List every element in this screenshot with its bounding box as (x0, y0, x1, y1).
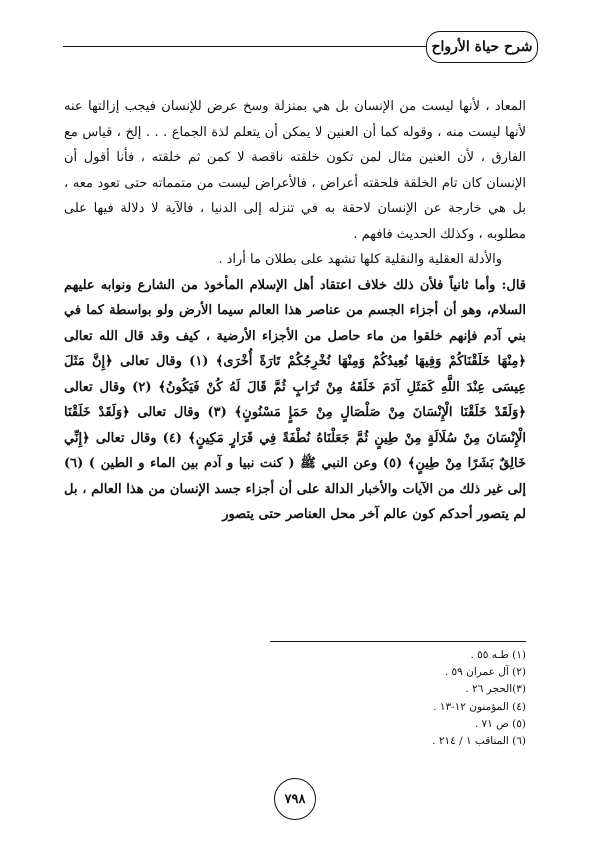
footnote-4: (٤) المؤمنون ١٢-١٣ . (433, 700, 526, 713)
footnotes (286, 647, 526, 750)
note-4: (٤) وقال تعالى (95, 430, 182, 446)
footnote-rule (270, 641, 526, 642)
page-number-text: ٧٩٨ (284, 791, 306, 807)
verse-2: ﴿إِنَّ مَثَلَ عِيسَى عِنْدَ اللَّهِ كَمَثَلِ آدَمَ خَلَقَهُ مِنْ تُرَابٍ ثُمَّ قَالَ لَهُ كُنْ فَيَكُونُ﴾ (64, 354, 527, 395)
closing-text: (٥) وعن النبي ﷺ ( كنت نبيا و آدم بين الماء و الطين ) (٦) إلى غير ذلك من الآيات والأخبار الدالة على أن أجزاء جسد الإنسان من هذا العالم ، بل لم يتصور أحدكم كون عالم آخر محل العناصر حتى يتصور (64, 456, 526, 522)
footnote-3: (٣)الحجر ٢٦ . (465, 683, 526, 696)
footnote-2: (٢) آل عمران ٥٩ . (444, 666, 526, 679)
page-number (274, 778, 316, 820)
paragraph-2: والأدلة العقلية والنقلية كلها تشهد على بطلان ما أراد . (218, 252, 502, 267)
paragraph-1: المعاد ، لأنها ليست من الإنسان بل هي بمنزلة وسخ عرض للإنسان فيجب إزالتها عنه لأنها ليست منه ، وقوله كما أن العنين لا يمكن أن يتعلم لذة الجماع . . . إلخ ، قياس مع الفارق ، لأن العنين مثال لمن تكون خلقته ناقصة لا كمن ثم خلقته ، فأنا أقول أن الإنسان كان تام الخلقة فلحقته أعراض ، فالأعراض ليست من متمماته حتى تعود معه ، بل هي خارجة عن الإنسان لاحقة به في تنزله إلى الدنيا ، فالآية لا دلالة فيها على مطلوبه ، وكذلك الحديث فافهم . (64, 99, 526, 242)
verse-1: ﴿مِنْهَا خَلَقْنَاكُمْ وَفِيهَا نُعِيدُكُمْ وَمِنْهَا نُخْرِجُكُمْ تَارَةً أُخْرَى﴾ (215, 354, 527, 369)
main-text (64, 94, 526, 528)
footnote-5: (٥) ص ٧١ . (474, 717, 526, 730)
paragraph-3 (64, 273, 526, 528)
note-1: (١) وقال تعالى (120, 354, 209, 369)
verse-3: ﴿وَلَقَدْ خَلَقْنَا الْإِنْسَانَ مِنْ صَلْصَالٍ مِنْ حَمَإٍ مَسْنُونٍ﴾ (234, 405, 527, 420)
note-2: (٢) وقال تعالى (64, 379, 152, 395)
quote-intro: قال: وأما ثانياً فلأن ذلك خلاف اعتقاد أهل الإسلام المأخوذ من الشارع ونوابه عليهم السلام، وهو أن أجزاء الجسم من عناصر هذا العالم سيما الأرض ولو بواسطة كما في بني آدم فإنهم خلقوا من ماء حاصل من الأجزاء الأرضية ، كيف وقد قال الله تعالى (64, 277, 526, 344)
footnote-1: (١) طـه ٥٥ . (470, 649, 526, 661)
verse-4: ﴿وَلَقَدْ خَلَقْنَا الْإِنْسَانَ مِنْ سُلَالَةٍ مِنْ طِينٍ ثُمَّ جَعَلْنَاهُ نُطْفَةً فِي قَرَارٍ مَكِينٍ﴾ (64, 405, 526, 446)
note-3: (٣) وقال تعالى (137, 405, 227, 420)
footnote-6: (٦) المناقب ١ / ٢١٤ . (432, 735, 526, 748)
verse-5: ﴿إِنِّي خَالِقٌ بَشَرًا مِنْ طِينٍ﴾ (64, 430, 526, 471)
running-header (426, 31, 538, 63)
running-header-title: شرح حياة الأرواح (431, 39, 533, 55)
